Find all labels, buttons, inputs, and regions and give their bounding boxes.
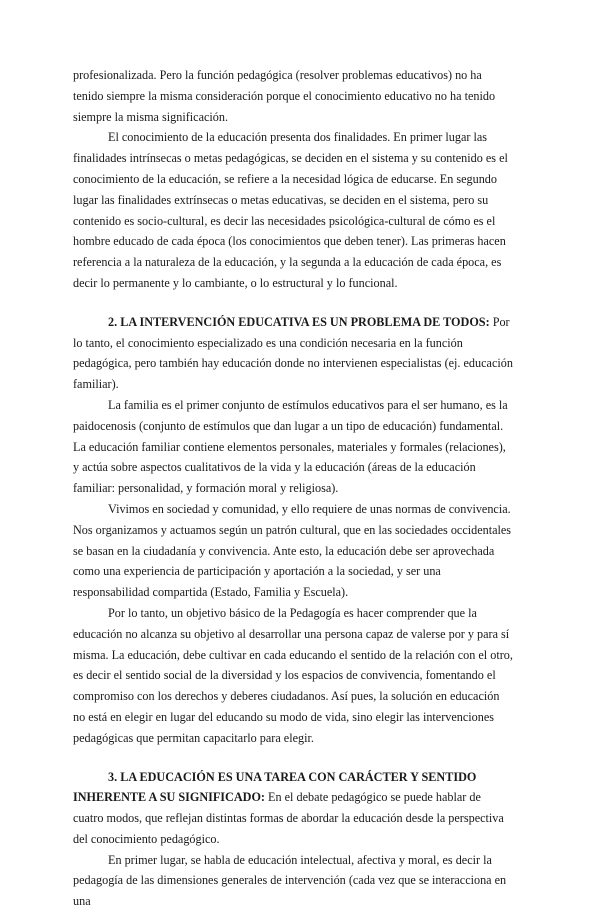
section-2-heading: 2. LA INTERVENCIÓN EDUCATIVA ES UN PROBLEMA DE TODOS:: [108, 314, 490, 329]
paragraph-continuation: profesionalizada. Pero la función pedagógica (resolver problemas educativos) no ha tenido siempre la misma consideración porque el conocimiento educativo no ha tenido siempre la misma significación.: [73, 68, 496, 124]
paragraph-familia: La familia es el primer conjunto de estímulos educativos para el ser humano, es la paidocenosis (conjunto de estímulos que dan lugar a un tipo de educación) fundamental. La educación familiar contiene elementos personales, materiales y formales (relaciones), y actúa sobre aspectos cualitativos de la vida y la educación (áreas de la educación familiar: personalidad, y formación moral y religiosa).: [73, 397, 508, 496]
section-3-text: En el debate pedagógico se puede hablar de cuatro modos, que reflejan distintas formas de abordar la educación desde la perspectiva del conocimiento pedagógico.: [73, 790, 504, 846]
section-3-paragraph: [73, 767, 514, 850]
section-2-text: Por lo tanto, el conocimiento especializado es una condición necesaria en la función pedagógica, pero también hay educación donde no intervienen especialistas (ej. educación familiar).: [73, 314, 513, 392]
section-3-heading: 3. LA EDUCACIÓN ES UNA TAREA CON CARÁCTER Y SENTIDO INHERENTE A SU SIGNIFICADO:: [73, 769, 477, 805]
paragraph-objetivo-pedagogia: Por lo tanto, un objetivo básico de la Pedagogía es hacer comprender que la educación no alcanza su objetivo al desarrollar una persona capaz de valerse por y para sí misma. La educación, debe cultivar en cada educando el sentido de la relación con el otro, es decir el sentido social de la diversidad y los espacios de convivencia, fomentando el compromiso con los derechos y deberes ciudadanos. Así pues, la solución en educación no está en elegir en lugar del educando su modo de vida, sino elegir las intervenciones pedagógicas que permitan capacitarlo para elegir.: [73, 605, 513, 745]
paragraph-finalidades: El conocimiento de la educación presenta dos finalidades. En primer lugar las finalidades intrínsecas o metas pedagógicas, se deciden en el sistema y su contenido es el conocimiento de la educación, se refiere a la necesidad lógica de educarse. En segundo lugar las finalidades extrínsecas o metas educativas, se deciden en el sistema, pero su contenido es socio-cultural, es decir las necesidades psicológica-cultural de cómo es el hombre educado de cada época (los conocimientos que deben tener). Las primeras hacen referencia a la naturaleza de la educación, y la segunda a la educación de cada época, es decir lo permanente y lo cambiante, o lo estructural y lo funcional.: [73, 130, 508, 290]
paragraph-sociedad: Vivimos en sociedad y comunidad, y ello requiere de unas normas de convivencia. Nos organizamos y actuamos según un patrón cultural, que en las sociedades occidentales se basan en la ciudadanía y convivencia. Ante esto, la educación debe ser aprovechada como una experiencia de participación y aportación a la sociedad, y ser una responsabilidad compartida (Estado, Familia y Escuela).: [73, 501, 512, 600]
paragraph-primer-lugar: En primer lugar, se habla de educación intelectual, afectiva y moral, es decir la pedagogía de las dimensiones generales de intervención (cada vez que se interacciona en una: [73, 852, 507, 909]
section-2-paragraph: [73, 312, 514, 395]
